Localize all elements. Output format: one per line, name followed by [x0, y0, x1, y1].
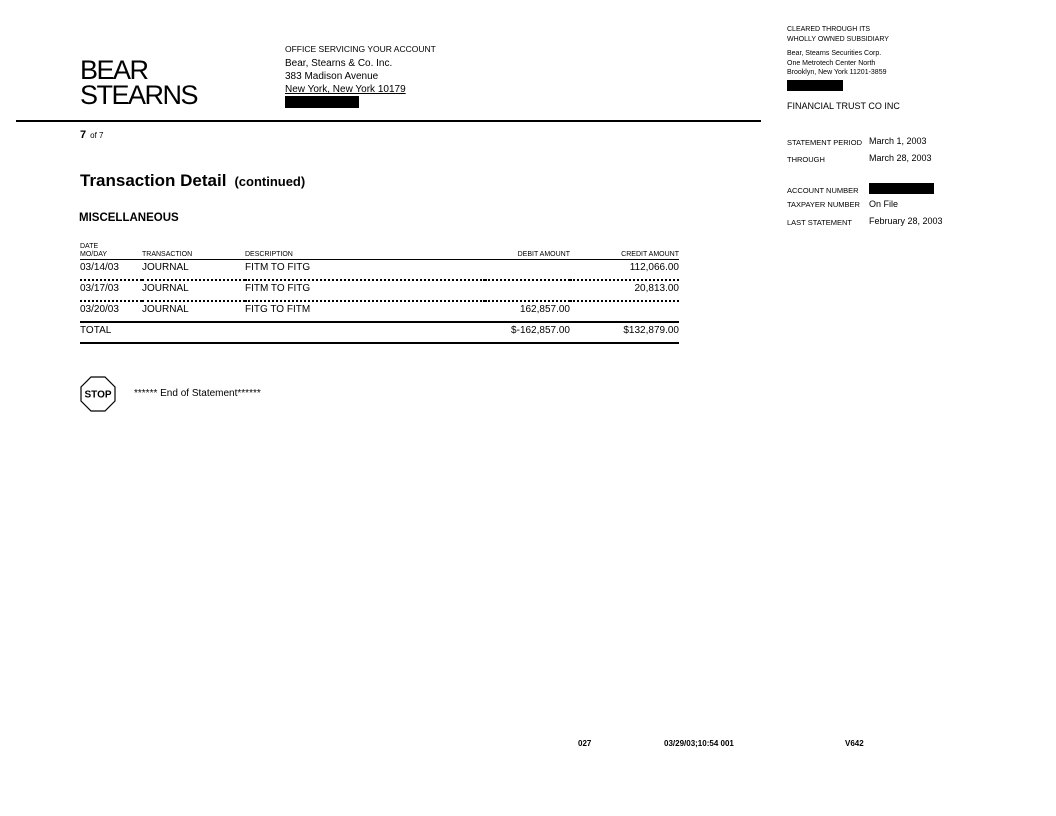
row-date: 03/14/03: [80, 260, 142, 281]
table-row: [80, 260, 679, 281]
logo-line-1: BEAR: [80, 55, 148, 85]
row-transaction: JOURNAL: [142, 301, 245, 322]
col-credit: CREDIT AMOUNT: [570, 242, 679, 260]
total-credit: $132,879.00: [570, 322, 679, 343]
transaction-table: [80, 242, 679, 344]
row-date: 03/17/03: [80, 280, 142, 301]
title-suffix: (continued): [234, 174, 306, 189]
total-debit: $-162,857.00: [485, 322, 570, 343]
office-address-block: [285, 43, 436, 112]
office-name: Bear, Stearns & Co. Inc.: [285, 58, 393, 69]
stop-label: STOP: [84, 389, 112, 401]
period-label: STATEMENT PERIOD: [787, 138, 863, 147]
row-description: FITM TO FITG: [245, 280, 485, 301]
office-street: 383 Madison Avenue: [285, 71, 379, 82]
stop-sign-icon: [80, 376, 116, 412]
taxpayer-value: On File: [869, 199, 899, 209]
period-value: March 1, 2003: [869, 136, 927, 146]
table-header-row: [80, 242, 679, 260]
page-of: of 7: [90, 131, 104, 140]
title-text: Transaction Detail: [80, 171, 227, 190]
office-header: OFFICE SERVICING YOUR ACCOUNT: [285, 44, 436, 54]
redacted-phone: [285, 96, 359, 108]
end-of-statement: ****** End of Statement******: [134, 388, 261, 399]
last-statement-value: February 28, 2003: [869, 216, 943, 226]
redacted-clearing-phone: [787, 80, 843, 91]
row-credit: 112,066.00: [570, 260, 679, 281]
row-description: FITG TO FITM: [245, 301, 485, 322]
account-holder: FINANCIAL TRUST CO INC: [787, 101, 900, 111]
row-credit: [570, 301, 679, 322]
clearing-street: One Metrotech Center North: [787, 59, 876, 67]
col-date: DATE MO/DAY: [80, 242, 142, 260]
row-debit: [485, 260, 570, 281]
row-date: 03/20/03: [80, 301, 142, 322]
table-row: [80, 301, 679, 322]
through-label: THROUGH: [787, 155, 825, 164]
col-description: DESCRIPTION: [245, 242, 485, 260]
col-transaction: TRANSACTION: [142, 242, 245, 260]
page-title: [80, 171, 305, 191]
row-credit: 20,813.00: [570, 280, 679, 301]
row-debit: 162,857.00: [485, 301, 570, 322]
row-debit: [485, 280, 570, 301]
col-debit: DEBIT AMOUNT: [485, 242, 570, 260]
clearing-city: Brooklyn, New York 11201-3859: [787, 69, 887, 76]
through-value: March 28, 2003: [869, 153, 932, 163]
footer-timestamp: 03/29/03;10:54 001: [664, 739, 734, 748]
footer-code-1: 027: [578, 739, 592, 748]
page-number: [80, 129, 103, 141]
office-city: New York, New York 10179: [285, 84, 406, 95]
logo-line-2: STEARNS: [80, 80, 198, 110]
clearing-line-2: WHOLLY OWNED SUBSIDIARY: [787, 35, 889, 43]
clearing-name: Bear, Stearns Securities Corp.: [787, 50, 882, 57]
account-number-label: ACCOUNT NUMBER: [787, 186, 859, 195]
redacted-account-number: [869, 183, 934, 194]
clearing-block: [787, 25, 889, 94]
last-statement-label: LAST STATEMENT: [787, 218, 853, 227]
page-current: 7: [80, 129, 87, 141]
row-transaction: JOURNAL: [142, 280, 245, 301]
table-row: [80, 280, 679, 301]
total-label: TOTAL: [80, 322, 142, 343]
row-transaction: JOURNAL: [142, 260, 245, 281]
section-heading: MISCELLANEOUS: [79, 212, 179, 224]
bear-stearns-logo: [80, 55, 198, 110]
row-description: FITM TO FITG: [245, 260, 485, 281]
taxpayer-label: TAXPAYER NUMBER: [787, 200, 860, 209]
total-row: [80, 322, 679, 343]
header-divider: [16, 120, 761, 122]
footer-code-2: V642: [845, 739, 864, 748]
clearing-line-1: CLEARED THROUGH ITS: [787, 26, 871, 33]
